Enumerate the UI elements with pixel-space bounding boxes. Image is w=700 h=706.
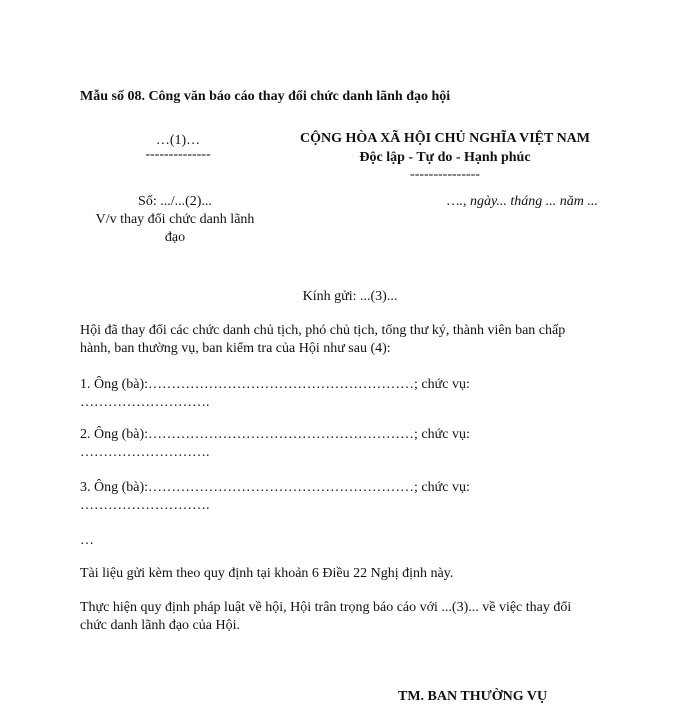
national-motto: Độc lập - Tự do - Hạnh phúc [359, 150, 531, 165]
closing-line-1: Thực hiện quy định pháp luật về hội, Hội trân trọng báo cáo với ...(3)... về việc thay đổi [80, 600, 572, 615]
signature-title: TM. BAN THƯỜNG VỤ [398, 689, 548, 704]
closing-line-2: chức danh lãnh đạo của Hội. [80, 618, 240, 633]
subject-line-2: đạo [164, 230, 186, 245]
document-date: …., ngày... tháng ... năm ... [447, 194, 598, 209]
org-rule: -------------- [145, 147, 211, 162]
intro-line-2: hành, ban thường vụ, ban kiểm tra của Hội như sau (4): [80, 341, 391, 356]
document-number: Số: .../...(2)... [138, 194, 212, 209]
country-name: CỘNG HÒA XÃ HỘI CHỦ NGHĨA VIỆT NAM [299, 131, 590, 146]
member-line-2: 2. Ông (bà):…………………………………………………; chức vụ: [80, 427, 470, 442]
org-placeholder: …(1)… [155, 133, 201, 148]
subject-line-1: V/v thay đổi chức danh lãnh [95, 212, 255, 227]
recipient-line: Kính gửi: ...(3)... [302, 289, 398, 304]
form-title: Mẫu số 08. Công văn báo cáo thay đổi chức danh lãnh đạo hội [80, 89, 451, 104]
member-line-1: 1. Ông (bà):…………………………………………………; chức vụ: [80, 377, 470, 392]
member-cont-3: ………………………. [80, 498, 210, 513]
intro-line-1: Hội đã thay đổi các chức danh chủ tịch, phó chủ tịch, tổng thư ký, thành viên ban chấp [80, 323, 566, 338]
member-line-3: 3. Ông (bà):…………………………………………………; chức vụ: [80, 480, 470, 495]
attachment-note: Tài liệu gửi kèm theo quy định tại khoản 6 Điều 22 Nghị định này. [80, 566, 454, 581]
member-cont-2: ………………………. [80, 445, 210, 460]
member-cont-1: ………………………. [80, 395, 210, 410]
motto-rule: --------------- [410, 167, 480, 182]
list-ellipsis: … [80, 533, 94, 548]
